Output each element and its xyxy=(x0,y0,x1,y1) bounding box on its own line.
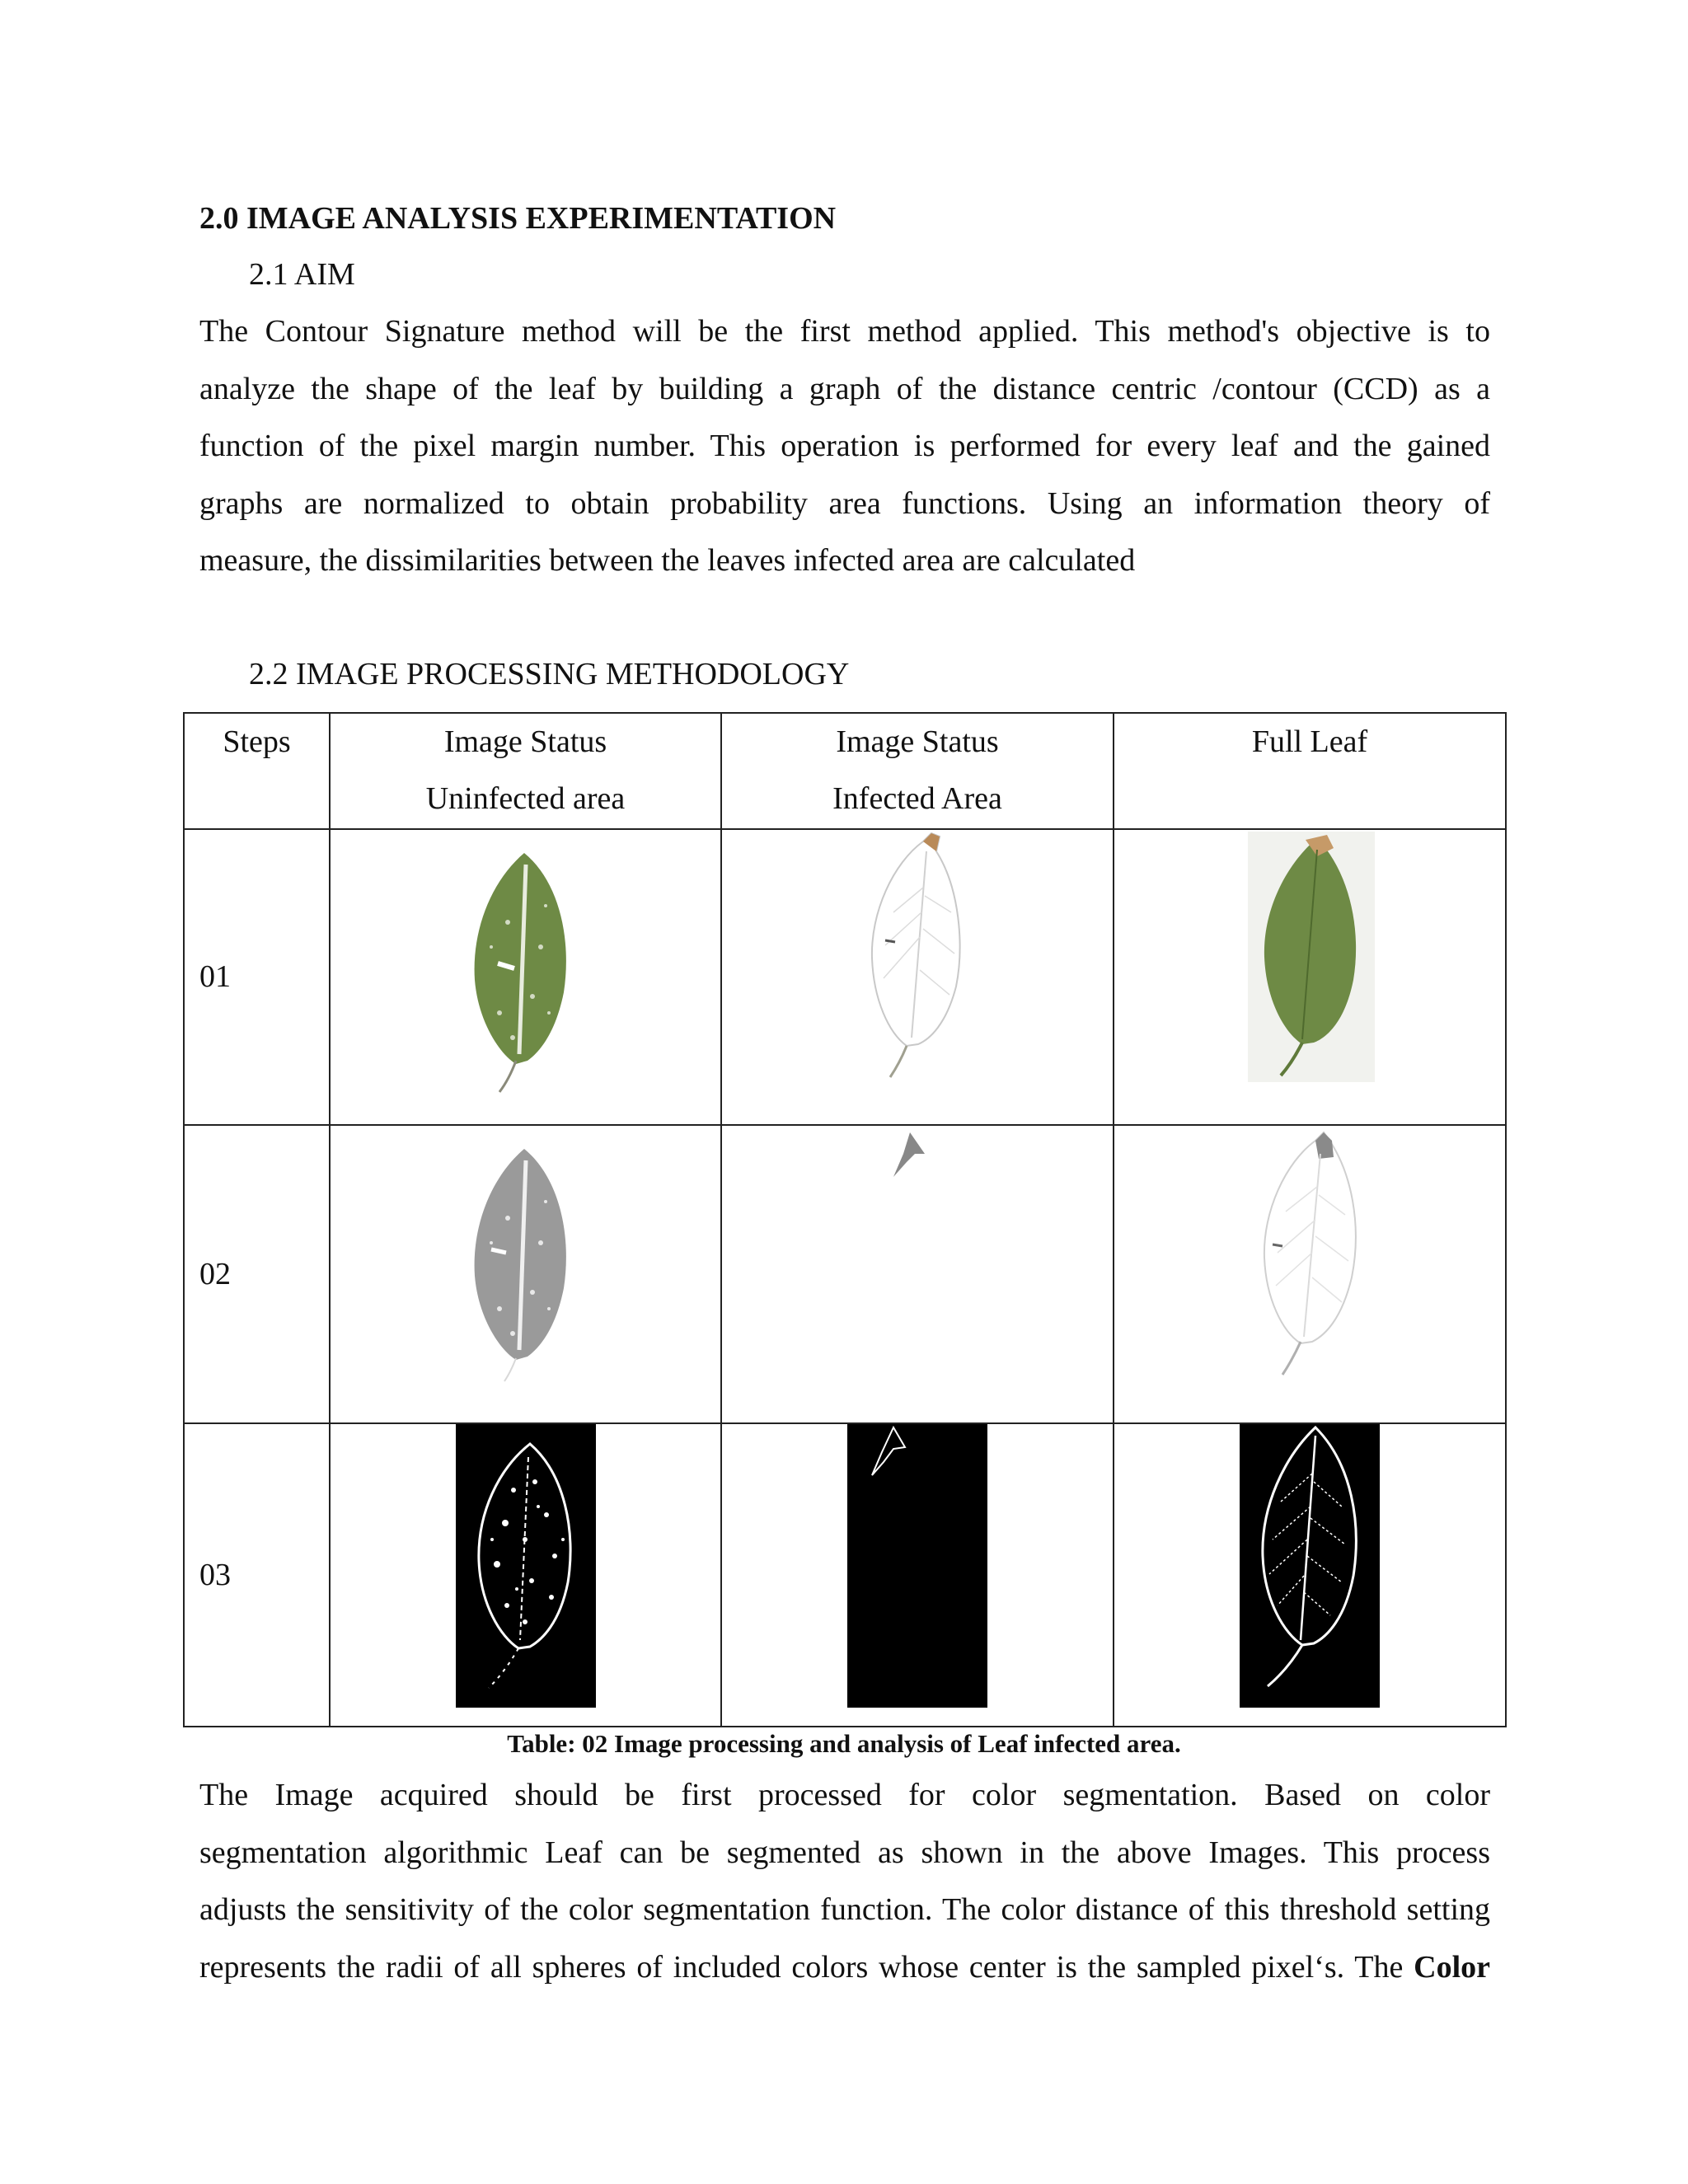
aim-line: graphs are normalized to obtain probability area functions. Using an information theory of xyxy=(199,485,1490,521)
image-cell xyxy=(330,1423,721,1727)
header-full-leaf xyxy=(1114,713,1506,829)
body-line: The Image acquired should be first processed for color segmentation. Based on color xyxy=(199,1778,1490,1812)
section-heading: 2.0 IMAGE ANALYSIS EXPERIMENTATION xyxy=(199,201,837,236)
header-line: Image Status xyxy=(443,724,607,759)
step-number: 02 xyxy=(184,1125,330,1423)
body-line-bold: Color xyxy=(1414,1949,1490,1985)
table-caption: Table: 02 Image processing and analysis of Leaf infected area. xyxy=(507,1729,1181,1758)
header-line: Image Status xyxy=(836,724,999,759)
body-line xyxy=(199,1939,1490,1997)
header-line: Uninfected area xyxy=(425,781,626,816)
header-uninfected xyxy=(330,713,721,829)
processing-table xyxy=(183,712,1507,1727)
aim-line: analyze the shape of the leaf by building a graph of the distance centric /contour (CCD) as a xyxy=(199,371,1490,406)
image-cell xyxy=(721,1125,1114,1423)
binary-tip-fragment-image xyxy=(847,1424,987,1708)
table-row xyxy=(184,829,1506,1125)
image-cell xyxy=(1114,1423,1506,1727)
image-cell xyxy=(721,1423,1114,1727)
body-line-text: represents the radii of all spheres of included colors whose center is the sampled pixel‘s. The xyxy=(199,1949,1404,1985)
image-cell xyxy=(1114,1125,1506,1423)
header-infected xyxy=(721,713,1114,829)
method-heading: 2.2 IMAGE PROCESSING METHODOLOGY xyxy=(249,657,850,691)
gray-uninfected-leaf-image xyxy=(467,1144,582,1391)
header-line: Infected Area xyxy=(832,781,1002,816)
table-row xyxy=(184,1125,1506,1423)
table-header-row xyxy=(184,713,1506,829)
step-number: 03 xyxy=(184,1423,330,1727)
gray-tip-fragment-image xyxy=(885,1129,935,1182)
image-cell xyxy=(1114,829,1506,1125)
green-uninfected-leaf-image xyxy=(467,848,582,1095)
binary-uninfected-leaf-image xyxy=(456,1424,596,1708)
image-cell xyxy=(721,829,1114,1125)
header-line: Full Leaf xyxy=(1251,724,1368,759)
body-paragraph xyxy=(199,1767,1490,1996)
table-row xyxy=(184,1423,1506,1727)
aim-line: function of the pixel margin number. This operation is performed for every leaf and the gained xyxy=(199,429,1490,463)
aim-heading: 2.1 AIM xyxy=(249,257,355,292)
image-cell xyxy=(330,829,721,1125)
header-line: Steps xyxy=(223,724,291,759)
aim-line: measure, the dissimilarities between the leaves infected area are calculated xyxy=(199,543,1136,578)
header-steps xyxy=(184,713,330,829)
body-line: adjusts the sensitivity of the color segmentation function. The color distance of this threshold setting xyxy=(199,1892,1490,1927)
aim-line: The Contour Signature method will be the first method applied. This method's objective is to xyxy=(199,314,1490,349)
full-green-leaf-image xyxy=(1248,832,1375,1082)
gray-outline-leaf-image xyxy=(1253,1129,1376,1385)
binary-full-leaf-image xyxy=(1240,1424,1380,1708)
image-cell xyxy=(330,1125,721,1423)
aim-paragraph xyxy=(199,303,1490,590)
white-infected-outline-image xyxy=(860,830,984,1085)
step-number: 01 xyxy=(184,829,330,1125)
body-line: segmentation algorithmic Leaf can be segmented as shown in the above Images. This process xyxy=(199,1835,1490,1870)
